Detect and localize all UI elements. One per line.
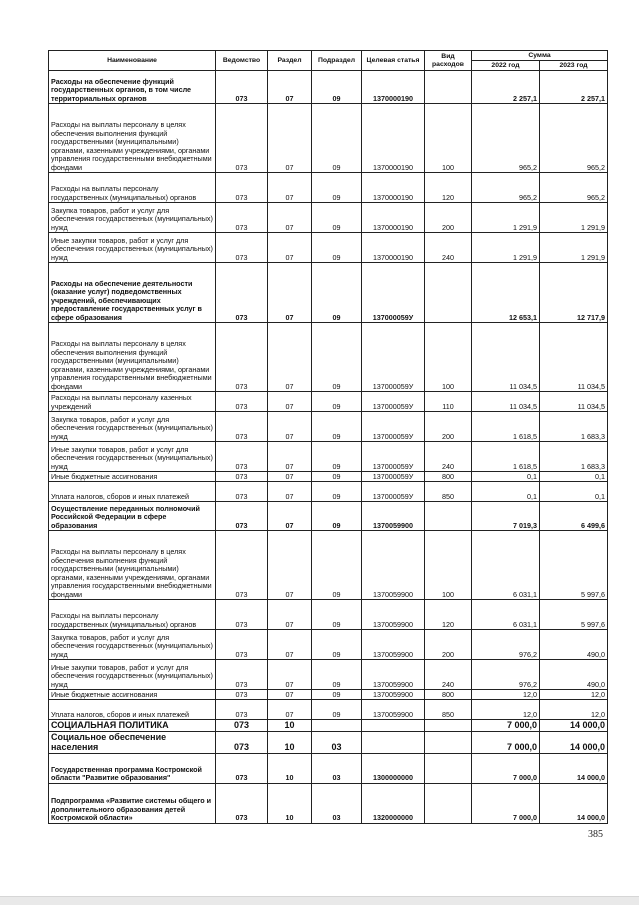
cell-name: Расходы на выплаты персоналу в целях обеспечения выполнения функций государственными (муниципальными) органами, казенными учреждениями, органами управления государственными внебюджетными фондами: [49, 323, 216, 392]
cell-sum-2022: 965,2: [472, 104, 540, 173]
cell-target-article: 1370059900: [362, 502, 425, 531]
cell-sum-2023: 1 291,9: [540, 233, 608, 263]
table-row: [49, 731, 608, 753]
cell-subsection: 09: [312, 323, 362, 392]
cell-sum-2023: 12,0: [540, 690, 608, 700]
cell-sum-2023: 12,0: [540, 700, 608, 720]
page-number: 385: [588, 829, 603, 840]
cell-expense-type: [425, 71, 472, 104]
cell-expense-type: 850: [425, 482, 472, 502]
cell-sum-2023: 14 000,0: [540, 720, 608, 732]
cell-expense-type: 850: [425, 700, 472, 720]
cell-target-article: 137000059У: [362, 263, 425, 323]
cell-sum-2023: 490,0: [540, 660, 608, 690]
cell-sum-2022: 7 019,3: [472, 502, 540, 531]
header-year-2023: 2023 год: [540, 61, 608, 71]
cell-sum-2022: 12,0: [472, 690, 540, 700]
cell-subsection: 09: [312, 392, 362, 412]
table-row: [49, 783, 608, 823]
cell-department: 073: [216, 71, 268, 104]
table-row: [49, 600, 608, 630]
cell-name: Иные бюджетные ассигнования: [49, 690, 216, 700]
cell-section: 07: [268, 660, 312, 690]
cell-expense-type: 240: [425, 233, 472, 263]
table-row: [49, 753, 608, 783]
cell-section: 07: [268, 600, 312, 630]
cell-department: 073: [216, 263, 268, 323]
cell-sum-2023: 11 034,5: [540, 392, 608, 412]
cell-sum-2022: 965,2: [472, 173, 540, 203]
cell-subsection: 09: [312, 412, 362, 442]
cell-department: 073: [216, 392, 268, 412]
cell-target-article: 1370000190: [362, 104, 425, 173]
cell-target-article: 137000059У: [362, 323, 425, 392]
cell-subsection: 09: [312, 660, 362, 690]
cell-subsection: 09: [312, 233, 362, 263]
table-row: [49, 482, 608, 502]
cell-section: 07: [268, 700, 312, 720]
cell-sum-2023: 6 499,6: [540, 502, 608, 531]
table-row: [49, 531, 608, 600]
cell-sum-2022: 0,1: [472, 472, 540, 482]
table-row: [49, 630, 608, 660]
cell-department: 073: [216, 173, 268, 203]
cell-target-article: [362, 720, 425, 732]
cell-sum-2023: 1 683,3: [540, 412, 608, 442]
cell-section: 07: [268, 173, 312, 203]
cell-subsection: 09: [312, 263, 362, 323]
cell-name: Социальное обеспечение населения: [49, 731, 216, 753]
cell-sum-2022: 7 000,0: [472, 731, 540, 753]
cell-department: 073: [216, 323, 268, 392]
cell-target-article: 1320000000: [362, 783, 425, 823]
header-name: Наименование: [49, 51, 216, 71]
cell-target-article: 1370000190: [362, 173, 425, 203]
cell-subsection: 03: [312, 783, 362, 823]
cell-expense-type: 240: [425, 442, 472, 472]
cell-section: 07: [268, 392, 312, 412]
cell-sum-2022: 7 000,0: [472, 783, 540, 823]
cell-expense-type: 100: [425, 323, 472, 392]
cell-sum-2023: 14 000,0: [540, 731, 608, 753]
cell-subsection: 03: [312, 753, 362, 783]
table-row: [49, 104, 608, 173]
cell-expense-type: 200: [425, 630, 472, 660]
cell-name: Расходы на выплаты персоналу в целях обеспечения выполнения функций государственными (муниципальными) органами, казенными учреждениями, органами управления государственными внебюджетными фондами: [49, 531, 216, 600]
cell-department: 073: [216, 472, 268, 482]
cell-target-article: 1370059900: [362, 630, 425, 660]
cell-sum-2022: 1 618,5: [472, 412, 540, 442]
cell-name: Подпрограмма «Развитие системы общего и дополнительного образования детей Костромской области»: [49, 783, 216, 823]
budget-table: [48, 50, 608, 824]
cell-sum-2022: 12,0: [472, 700, 540, 720]
cell-expense-type: [425, 731, 472, 753]
cell-department: 073: [216, 233, 268, 263]
table-row: [49, 412, 608, 442]
cell-sum-2023: 2 257,1: [540, 71, 608, 104]
header-department: Ведомство: [216, 51, 268, 71]
cell-subsection: 09: [312, 700, 362, 720]
cell-subsection: 09: [312, 173, 362, 203]
cell-expense-type: 200: [425, 412, 472, 442]
cell-department: 073: [216, 203, 268, 233]
cell-sum-2022: 1 291,9: [472, 233, 540, 263]
cell-section: 07: [268, 263, 312, 323]
cell-department: 073: [216, 783, 268, 823]
cell-target-article: 1370059900: [362, 531, 425, 600]
cell-section: 07: [268, 630, 312, 660]
cell-sum-2022: 976,2: [472, 660, 540, 690]
cell-department: 073: [216, 482, 268, 502]
cell-department: 073: [216, 660, 268, 690]
header-sum: Сумма: [472, 51, 608, 61]
cell-target-article: 137000059У: [362, 472, 425, 482]
cell-name: Государственная программа Костромской области "Развитие образования": [49, 753, 216, 783]
cell-sum-2022: 11 034,5: [472, 392, 540, 412]
cell-section: 07: [268, 71, 312, 104]
cell-expense-type: [425, 783, 472, 823]
cell-sum-2022: 6 031,1: [472, 531, 540, 600]
cell-subsection: 09: [312, 442, 362, 472]
cell-target-article: 1370059900: [362, 700, 425, 720]
cell-sum-2022: 7 000,0: [472, 720, 540, 732]
cell-section: 07: [268, 412, 312, 442]
cell-name: Уплата налогов, сборов и иных платежей: [49, 482, 216, 502]
cell-expense-type: [425, 263, 472, 323]
cell-subsection: 09: [312, 472, 362, 482]
cell-target-article: 1370059900: [362, 690, 425, 700]
cell-target-article: 137000059У: [362, 412, 425, 442]
table-row: [49, 472, 608, 482]
cell-expense-type: [425, 502, 472, 531]
cell-subsection: 09: [312, 71, 362, 104]
cell-section: 07: [268, 482, 312, 502]
cell-name: Расходы на выплаты персоналу государственных (муниципальных) органов: [49, 173, 216, 203]
cell-section: 07: [268, 323, 312, 392]
cell-section: 07: [268, 233, 312, 263]
cell-target-article: 1370000190: [362, 203, 425, 233]
cell-target-article: 137000059У: [362, 442, 425, 472]
cell-sum-2022: 11 034,5: [472, 323, 540, 392]
cell-sum-2022: 0,1: [472, 482, 540, 502]
cell-section: 07: [268, 531, 312, 600]
table-row: [49, 173, 608, 203]
cell-name: Закупка товаров, работ и услуг для обеспечения государственных (муниципальных) нужд: [49, 203, 216, 233]
cell-name: Иные закупки товаров, работ и услуг для обеспечения государственных (муниципальных) нужд: [49, 660, 216, 690]
cell-subsection: [312, 720, 362, 732]
cell-department: 073: [216, 442, 268, 472]
header-year-2022: 2022 год: [472, 61, 540, 71]
cell-department: 073: [216, 104, 268, 173]
cell-section: 07: [268, 472, 312, 482]
cell-sum-2023: 965,2: [540, 104, 608, 173]
table-row: [49, 233, 608, 263]
table-row: [49, 71, 608, 104]
cell-subsection: 03: [312, 731, 362, 753]
cell-sum-2022: 7 000,0: [472, 753, 540, 783]
cell-department: 073: [216, 531, 268, 600]
cell-section: 10: [268, 720, 312, 732]
cell-department: 073: [216, 502, 268, 531]
cell-subsection: 09: [312, 690, 362, 700]
cell-department: 073: [216, 630, 268, 660]
cell-target-article: 1370000190: [362, 233, 425, 263]
cell-department: 073: [216, 690, 268, 700]
cell-subsection: 09: [312, 630, 362, 660]
cell-department: 073: [216, 720, 268, 732]
cell-section: 07: [268, 690, 312, 700]
cell-sum-2022: 1 291,9: [472, 203, 540, 233]
cell-sum-2023: 14 000,0: [540, 753, 608, 783]
cell-name: Расходы на обеспечение деятельности (оказание услуг) подведомственных учреждений, обеспечивающих предоставление государственных услуг в сфере образования: [49, 263, 216, 323]
cell-name: Расходы на выплаты персоналу в целях обеспечения выполнения функций государственными (муниципальными) органами, казенными учреждениями, органами управления государственными внебюджетными фондами: [49, 104, 216, 173]
cell-sum-2023: 5 997,6: [540, 600, 608, 630]
cell-expense-type: 120: [425, 173, 472, 203]
cell-expense-type: 110: [425, 392, 472, 412]
cell-expense-type: 800: [425, 690, 472, 700]
cell-subsection: 09: [312, 502, 362, 531]
cell-sum-2023: 12 717,9: [540, 263, 608, 323]
cell-target-article: 137000059У: [362, 482, 425, 502]
cell-name: Уплата налогов, сборов и иных платежей: [49, 700, 216, 720]
table-row: [49, 263, 608, 323]
table-row: [49, 203, 608, 233]
cell-subsection: 09: [312, 531, 362, 600]
cell-section: 07: [268, 203, 312, 233]
cell-sum-2022: 1 618,5: [472, 442, 540, 472]
table-row: [49, 660, 608, 690]
table-row: [49, 392, 608, 412]
cell-name: Иные закупки товаров, работ и услуг для обеспечения государственных (муниципальных) нужд: [49, 233, 216, 263]
cell-sum-2023: 11 034,5: [540, 323, 608, 392]
cell-section: 10: [268, 783, 312, 823]
page-bottom-edge: [0, 896, 639, 905]
cell-sum-2022: 6 031,1: [472, 600, 540, 630]
header-expense-type: Вид расходов: [425, 51, 472, 71]
table-row: [49, 442, 608, 472]
cell-name: Расходы на выплаты персоналу государственных (муниципальных) органов: [49, 600, 216, 630]
cell-section: 10: [268, 753, 312, 783]
cell-sum-2022: 976,2: [472, 630, 540, 660]
cell-sum-2023: 0,1: [540, 472, 608, 482]
cell-name: Закупка товаров, работ и услуг для обеспечения государственных (муниципальных) нужд: [49, 630, 216, 660]
cell-target-article: 1370000190: [362, 71, 425, 104]
cell-expense-type: 200: [425, 203, 472, 233]
cell-sum-2023: 1 683,3: [540, 442, 608, 472]
cell-subsection: 09: [312, 600, 362, 630]
cell-expense-type: [425, 753, 472, 783]
cell-expense-type: 240: [425, 660, 472, 690]
cell-expense-type: 100: [425, 531, 472, 600]
cell-name: Расходы на выплаты персоналу казенных учреждений: [49, 392, 216, 412]
header-section: Раздел: [268, 51, 312, 71]
cell-sum-2023: 1 291,9: [540, 203, 608, 233]
cell-section: 07: [268, 104, 312, 173]
cell-subsection: 09: [312, 203, 362, 233]
cell-sum-2023: 965,2: [540, 173, 608, 203]
cell-section: 07: [268, 502, 312, 531]
header-target-article: Целевая статья: [362, 51, 425, 71]
cell-name: Иные закупки товаров, работ и услуг для обеспечения государственных (муниципальных) нужд: [49, 442, 216, 472]
cell-section: 10: [268, 731, 312, 753]
cell-section: 07: [268, 442, 312, 472]
table-row: [49, 720, 608, 732]
cell-sum-2022: 2 257,1: [472, 71, 540, 104]
cell-target-article: 1370059900: [362, 660, 425, 690]
cell-name: Расходы на обеспечение функций государственных органов, в том числе территориальных органов: [49, 71, 216, 104]
cell-department: 073: [216, 412, 268, 442]
cell-name: Закупка товаров, работ и услуг для обеспечения государственных (муниципальных) нужд: [49, 412, 216, 442]
cell-expense-type: 800: [425, 472, 472, 482]
cell-expense-type: 100: [425, 104, 472, 173]
cell-name: СОЦИАЛЬНАЯ ПОЛИТИКА: [49, 720, 216, 732]
cell-department: 073: [216, 600, 268, 630]
table-row: [49, 502, 608, 531]
cell-sum-2023: 14 000,0: [540, 783, 608, 823]
header-subsection: Подраздел: [312, 51, 362, 71]
cell-name: Иные бюджетные ассигнования: [49, 472, 216, 482]
table-body: [49, 71, 608, 824]
cell-department: 073: [216, 753, 268, 783]
cell-target-article: [362, 731, 425, 753]
cell-target-article: 137000059У: [362, 392, 425, 412]
cell-name: Осуществление переданных полномочий Российской Федерации в сфере образования: [49, 502, 216, 531]
cell-target-article: 1300000000: [362, 753, 425, 783]
cell-department: 073: [216, 731, 268, 753]
cell-sum-2023: 5 997,6: [540, 531, 608, 600]
cell-subsection: 09: [312, 104, 362, 173]
table-row: [49, 700, 608, 720]
cell-expense-type: 120: [425, 600, 472, 630]
table-row: [49, 690, 608, 700]
cell-sum-2023: 0,1: [540, 482, 608, 502]
cell-subsection: 09: [312, 482, 362, 502]
cell-target-article: 1370059900: [362, 600, 425, 630]
table-row: [49, 323, 608, 392]
cell-department: 073: [216, 700, 268, 720]
cell-sum-2023: 490,0: [540, 630, 608, 660]
cell-expense-type: [425, 720, 472, 732]
cell-sum-2022: 12 653,1: [472, 263, 540, 323]
